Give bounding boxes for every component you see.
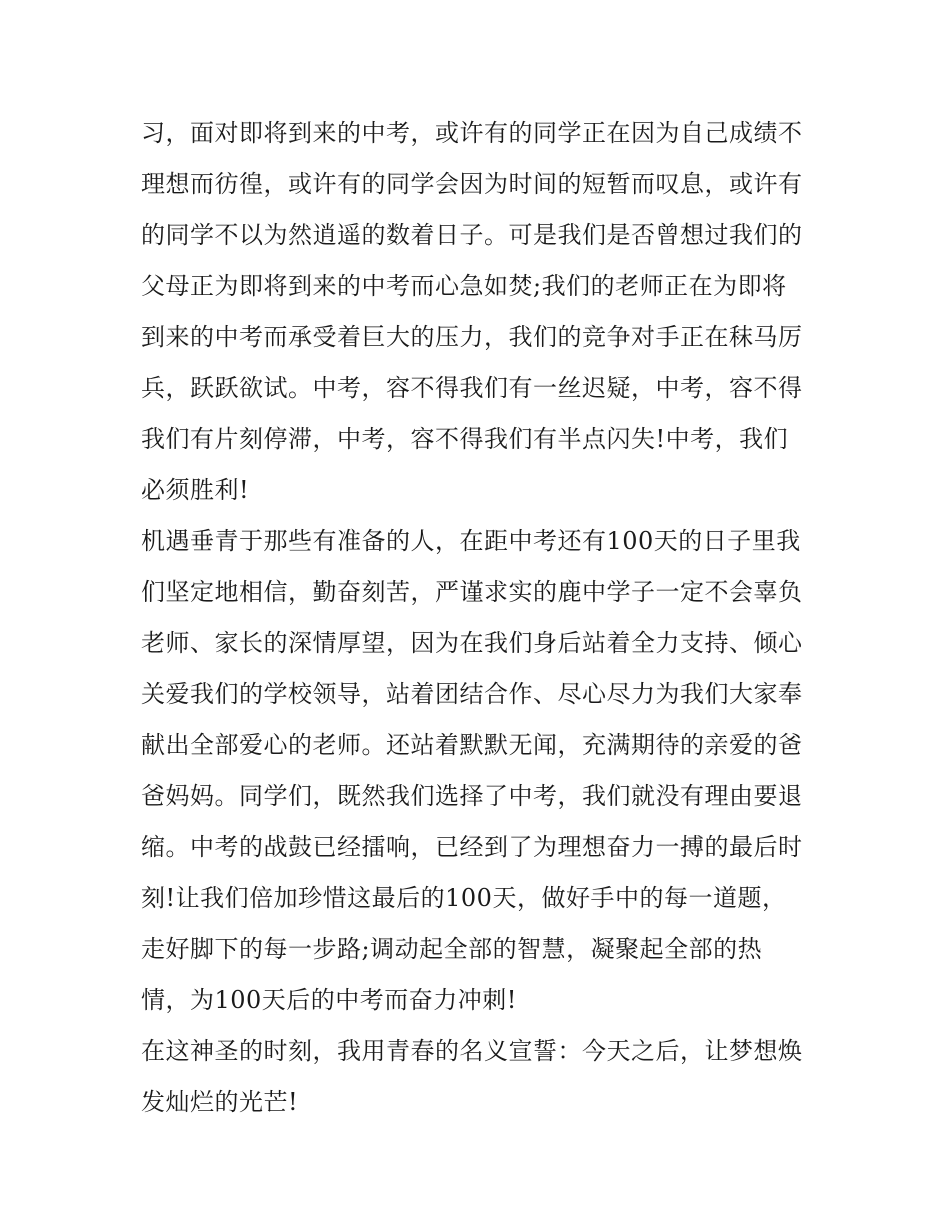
text-line: 老师、家长的深情厚望，因为在我们身后站着全力支持、倾心 — [141, 629, 803, 657]
text-line: 必须胜利! — [141, 476, 250, 504]
body-text — [141, 108, 821, 1128]
text-line: 献出全部爱心的老师。还站着默默无闻，充满期待的亲爱的爸 — [141, 731, 803, 759]
text-line: 我们有片刻停滞，中考，容不得我们有半点闪失!中考，我们 — [141, 425, 789, 453]
text-line: 理想而彷徨，或许有的同学会因为时间的短暂而叹息，或许有 — [141, 170, 803, 198]
text-line: 关爱我们的学校领导，站着团结合作、尽心尽力为我们大家奉 — [141, 680, 803, 708]
text-line: 到来的中考而承受着巨大的压力，我们的竞争对手正在秣马厉 — [141, 323, 803, 351]
text-line: 们坚定地相信，勤奋刻苦，严谨求实的鹿中学子一定不会辜负 — [141, 578, 803, 606]
text-line: 情，为100天后的中考而奋力冲刺! — [141, 986, 517, 1014]
text-line: 在这神圣的时刻，我用青春的名义宣誓：今天之后，让梦想焕 — [141, 1037, 803, 1065]
text-line: 习，面对即将到来的中考，或许有的同学正在因为自己成绩不 — [141, 119, 803, 147]
text-line: 刻!让我们倍加珍惜这最后的100天，做好手中的每一道题， — [141, 884, 787, 912]
text-line: 发灿烂的光芒! — [141, 1088, 299, 1116]
text-line: 走好脚下的每一步路;调动起全部的智慧，凝聚起全部的热 — [141, 935, 763, 963]
text-line: 机遇垂青于那些有准备的人，在距中考还有100天的日子里我 — [141, 527, 801, 555]
text-line: 的同学不以为然逍遥的数着日子。可是我们是否曾想过我们的 — [141, 221, 803, 249]
text-line: 爸妈妈。同学们，既然我们选择了中考，我们就没有理由要退 — [141, 782, 803, 810]
text-line: 缩。中考的战鼓已经擂响，已经到了为理想奋力一搏的最后时 — [141, 833, 803, 861]
text-line: 父母正为即将到来的中考而心急如焚;我们的老师正在为即将 — [141, 272, 787, 300]
text-line: 兵，跃跃欲试。中考，容不得我们有一丝迟疑，中考，容不得 — [141, 374, 803, 402]
